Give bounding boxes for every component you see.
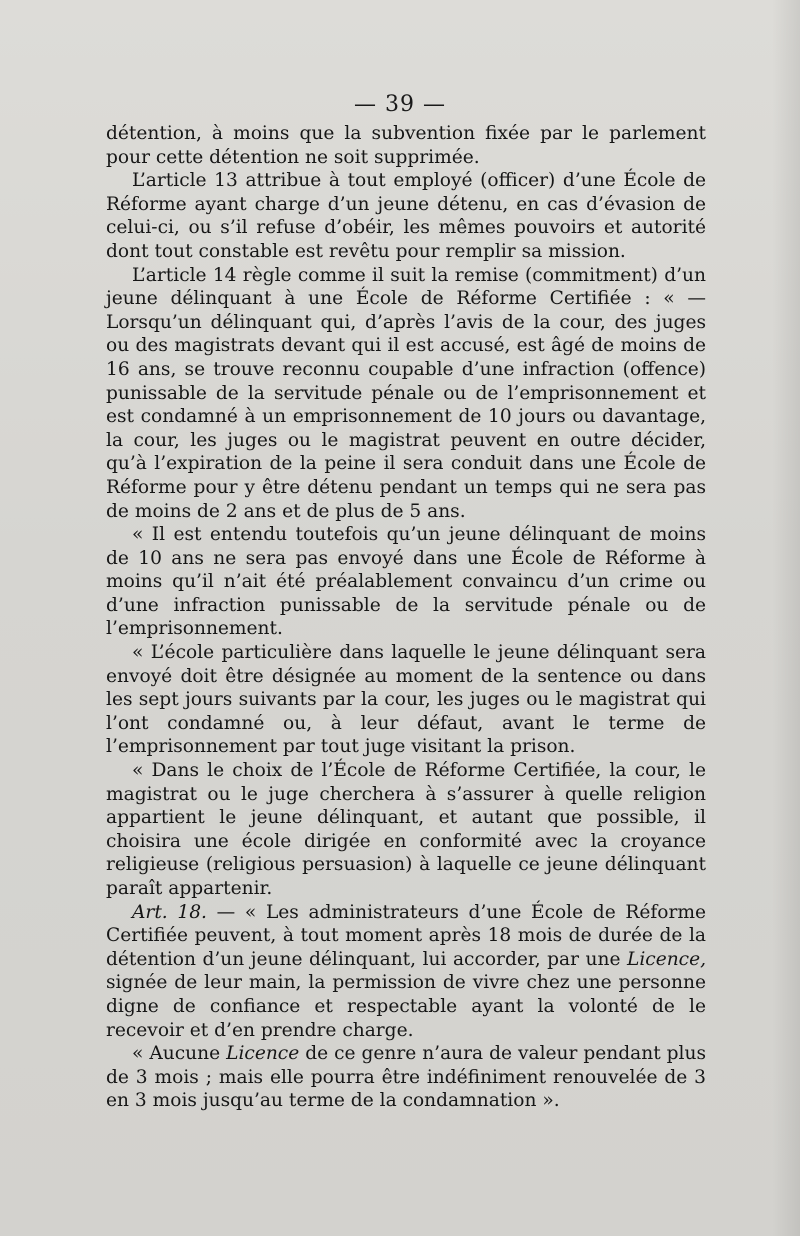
paragraph-3: L’article 14 règle comme il suit la remise (commitment) d’un jeune délinquant à une École de Réforme Certifiée : « — Lorsqu’un délinquant qui, d’après l’avis de la cour, des juges ou des magistrats devant qui il est accusé, est âgé de moins de 16 ans, se trouve reconnu coupable d’une infraction (offence) punissable de la servitude pénale ou de l’emprisonnement et est condamné à un emprisonnement de 10 jours ou davantage, la cour, les juges ou le magistrat peuvent en outre décider, qu’à l’expiration de la peine il sera conduit dans une École de Réforme pour y être détenu pendant un temps qui ne sera pas de moins de 2 ans et de plus de 5 ans. (106, 264, 706, 522)
paragraph-5: « L’école particulière dans laquelle le jeune délinquant sera envoyé doit être désignée au moment de la sentence ou dans les sept jours suivants par la cour, les juges ou le magistrat qui l’ont condamné ou, à leur défaut, avant le terme de l’emprisonnement par tout juge visitant la prison. (106, 642, 706, 758)
article-text: — « Les administrateurs d’une École de Réforme Certifiée peuvent, à tout moment après 18 mois de durée de la détention d’un jeune délinquant, lui accorder, par une (106, 901, 706, 970)
page-number: — 39 — (354, 92, 446, 117)
paragraph-6: « Dans le choix de l’École de Réforme Certifiée, la cour, le magistrat ou le juge cherchera à s’assurer à quelle religion appartient le jeune délinquant, et autant que possible, il choisira une école dirigée en conformité avec la croyance religieuse (religious persuasion) à laquelle ce jeune délinquant paraît appartenir. (106, 760, 706, 899)
article-label: Art. 18. (132, 901, 207, 923)
paragraph-7 (106, 901, 706, 1043)
paragraph-8-text: de ce genre n’aura de valeur pendant plus de 3 mois ; mais elle pourra être indéfiniment renouvelée de 3 en 3 mois jusqu’au terme de la condamnation ». (106, 1043, 707, 1112)
paragraph-4: « Il est entendu toutefois qu’un jeune délinquant de moins de 10 ans ne sera pas envoyé dans une École de Réforme à moins qu’il n’ait été préalablement convaincu d’un crime ou d’une infraction punissable de la servitude pénale ou de l’emprisonnement. (106, 524, 706, 640)
paragraph-8-lead: « Aucune (132, 1043, 221, 1065)
body-text (106, 122, 706, 1113)
article-text-after: signée de leur main, la permission de vivre chez une personne digne de confiance et respectable ayant la volonté de le recevoir et d’en prendre charge. (106, 972, 706, 1041)
paragraph-2: L’article 13 attribue à tout employé (officer) d’une École de Réforme ayant charge d’un jeune détenu, en cas d’évasion de celui-ci, ou s’il refuse d’obéir, les mêmes pouvoirs et autorité dont tout constable est revêtu pour remplir sa mission. (106, 170, 706, 262)
licence-term: Licence, (626, 948, 706, 970)
page-edge-shadow (772, 0, 800, 1236)
licence-term-2: Licence (226, 1043, 300, 1065)
paragraph-1: détention, à moins que la subvention fixée par le parlement pour cette détention ne soit supprimée. (106, 123, 706, 168)
paragraph-8 (106, 1042, 706, 1113)
